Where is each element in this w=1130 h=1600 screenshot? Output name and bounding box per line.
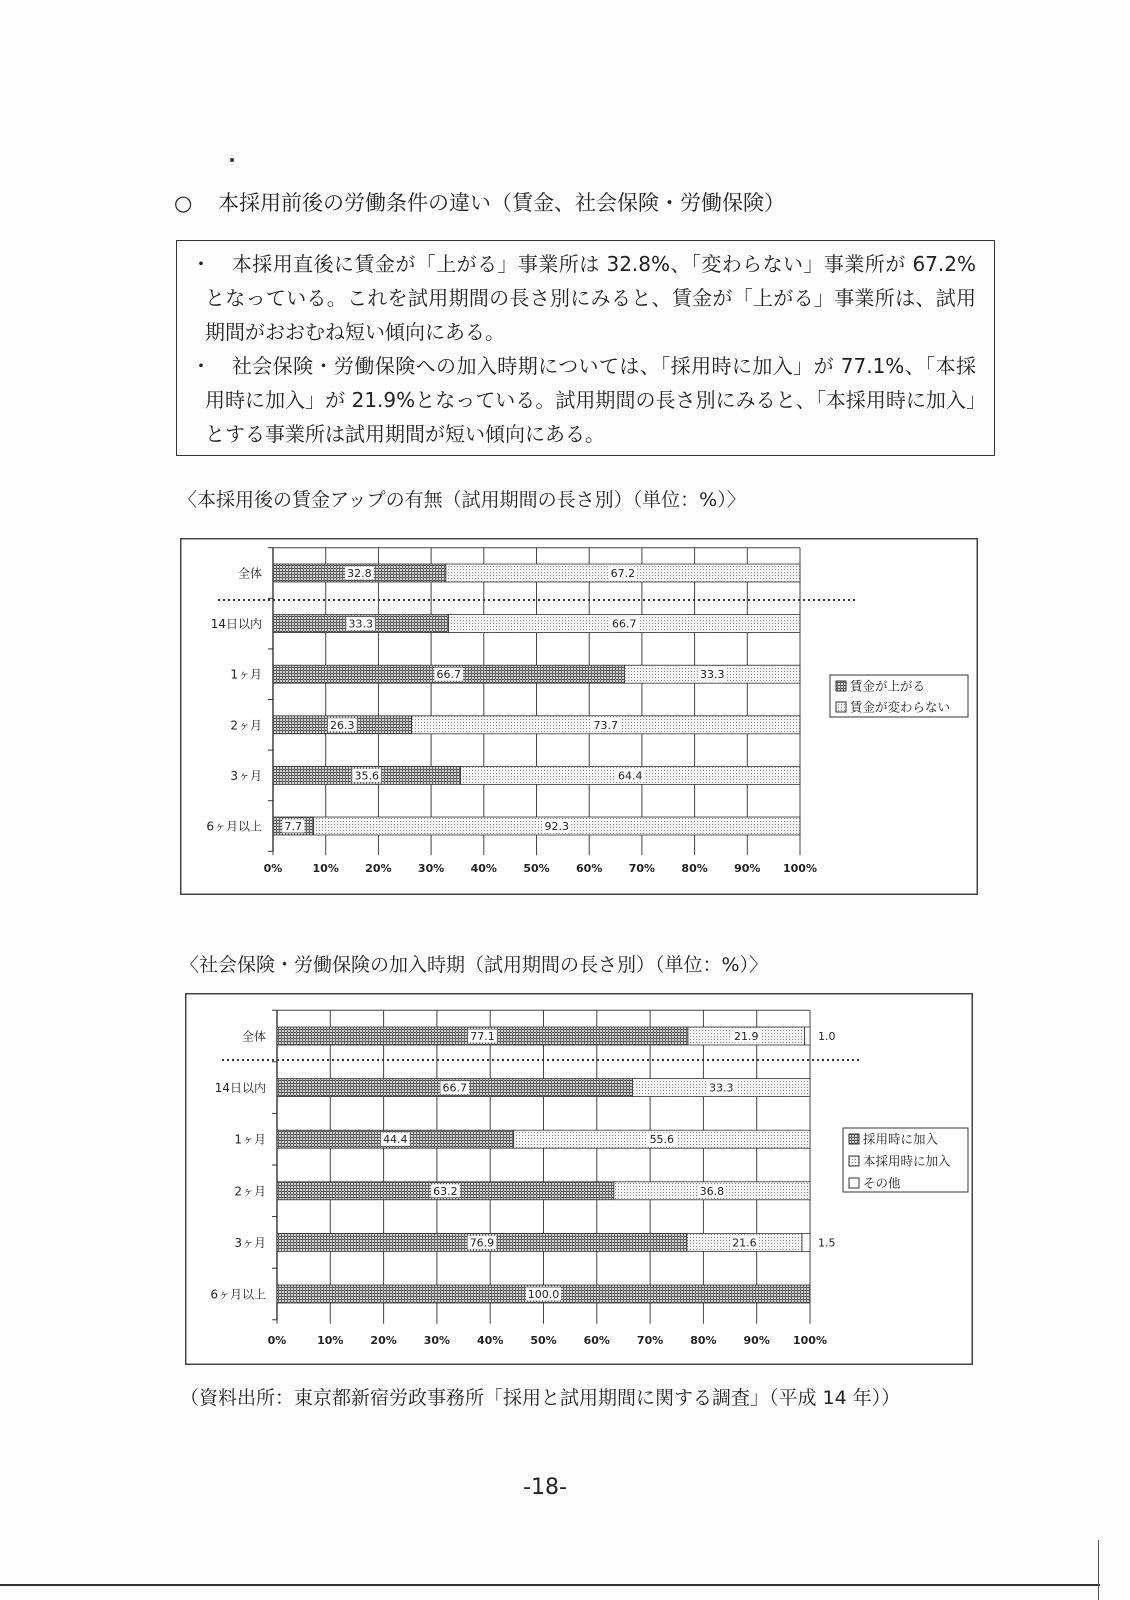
data-label-wage-unchanged: 67.2	[610, 567, 636, 580]
x-tick-label: 90%	[743, 1334, 770, 1347]
legend-label-wage-up: 賃金が上がる	[850, 678, 926, 694]
data-label-wage-unchanged: 64.4	[618, 769, 643, 783]
insurance-enrollment-chart	[185, 993, 973, 1365]
data-label-enrolled-at-hiring: 66.7	[442, 1081, 468, 1095]
data-label-other: 1.5	[818, 1236, 836, 1250]
x-tick-label: 10%	[317, 1334, 344, 1347]
category-label: 1ヶ月	[230, 667, 262, 682]
x-tick-label: 80%	[681, 862, 708, 875]
data-label-enrolled-at-regular-hire: 33.3	[709, 1081, 734, 1095]
scan-edge-line	[1098, 1540, 1099, 1600]
x-tick-label: 50%	[523, 862, 550, 875]
category-label: 全体	[241, 1029, 266, 1044]
data-label-wage-up: 7.7	[284, 820, 303, 833]
legend-swatch-enrolled-at-hiring	[849, 1134, 859, 1144]
category-label: 2ヶ月	[230, 718, 262, 733]
data-label-wage-unchanged: 73.7	[593, 718, 619, 732]
category-label: 6ヶ月以上	[206, 819, 262, 834]
legend-label-enrolled-at-regular-hire: 本採用時に加入	[863, 1153, 951, 1169]
category-label: 1ヶ月	[234, 1132, 266, 1147]
legend-swatch-enrolled-at-regular-hire	[849, 1156, 859, 1166]
chart-title-wage: 〈本採用後の賃金アップの有無（試用期間の長さ別）（単位：%）〉	[178, 489, 746, 511]
x-tick-label: 100%	[793, 1334, 827, 1347]
data-label-enrolled-at-hiring: 63.2	[433, 1184, 458, 1198]
x-tick-label: 90%	[734, 862, 761, 875]
legend-swatch-other	[849, 1178, 859, 1188]
x-tick-label: 20%	[365, 862, 392, 875]
x-tick-label: 40%	[477, 1334, 504, 1347]
data-label-enrolled-at-regular-hire: 21.6	[732, 1236, 757, 1250]
data-label-enrolled-at-regular-hire: 21.9	[734, 1030, 759, 1043]
data-label-wage-up: 32.8	[347, 567, 372, 580]
legend-label-other: その他	[863, 1175, 901, 1191]
data-label-wage-up: 26.3	[330, 718, 355, 732]
data-label-wage-up: 66.7	[436, 668, 462, 682]
page-number: -18-	[523, 1475, 567, 1500]
x-tick-label: 40%	[470, 862, 497, 875]
data-label-wage-up: 35.6	[354, 769, 380, 783]
data-label-wage-unchanged: 66.7	[611, 617, 637, 631]
circle-marker-icon: ○	[174, 191, 193, 215]
data-label-wage-unchanged: 33.3	[700, 668, 725, 682]
category-label: 3ヶ月	[230, 768, 262, 783]
data-label-other: 1.0	[818, 1030, 836, 1043]
data-label-wage-up: 33.3	[348, 617, 373, 631]
scan-dot	[230, 158, 234, 162]
x-tick-label: 70%	[628, 862, 656, 875]
legend-swatch-wage-unchanged	[836, 702, 846, 712]
source-note: （資料出所：東京都新宿労政事務所「採用と試用期間に関する調査」（平成 14 年））	[180, 1387, 901, 1409]
x-tick-label: 60%	[583, 1334, 610, 1347]
wage-increase-chart	[180, 538, 978, 895]
heading-text: 本採用前後の労働条件の違い（賃金、社会保険・労働保険）	[218, 191, 785, 215]
summary-point-wage: ・ 本採用直後に賃金が「上がる」事業所は 32.8%、「変わらない」事業所が 67.2%となっている。これを試用期間の長さ別にみると、賃金が「上がる」事業所は、試用期間がおおむね短い傾向にある。	[191, 252, 976, 344]
x-tick-label: 20%	[370, 1334, 397, 1347]
category-label: 6ヶ月以上	[210, 1287, 266, 1302]
data-label-enrolled-at-hiring: 100.0	[527, 1288, 560, 1301]
summary-point-insurance: ・ 社会保険・労働保険への加入時期については、「採用時に加入」が 77.1%、「本採用時に加入」が 21.9%となっている。試用期間の長さ別にみると、「本採用時に加入」とする事業所は試用期間が短い傾向にある。	[191, 354, 976, 446]
chart-legend	[843, 1128, 968, 1192]
chart-title-insurance: 〈社会保険・労働保険の加入時期（試用期間の長さ別）（単位：%）〉	[180, 954, 769, 976]
data-label-enrolled-at-hiring: 44.4	[383, 1133, 408, 1147]
category-label: 14日以内	[210, 617, 262, 632]
category-label: 14日以内	[214, 1081, 266, 1096]
bar-other	[805, 1027, 810, 1045]
category-label: 全体	[237, 566, 262, 581]
category-label: 2ヶ月	[234, 1184, 266, 1199]
x-tick-label: 60%	[576, 862, 603, 875]
data-label-enrolled-at-hiring: 77.1	[470, 1030, 495, 1043]
x-tick-label: 70%	[636, 1334, 664, 1347]
legend-swatch-wage-up	[836, 681, 846, 691]
chart-legend	[830, 675, 968, 717]
data-label-enrolled-at-regular-hire: 36.8	[699, 1184, 725, 1198]
x-tick-label: 30%	[423, 1334, 451, 1347]
bar-other	[802, 1233, 810, 1251]
category-label: 3ヶ月	[234, 1235, 266, 1250]
section-heading	[174, 190, 785, 216]
summary-box	[176, 240, 995, 456]
data-label-wage-unchanged: 92.3	[544, 820, 570, 833]
data-label-enrolled-at-regular-hire: 55.6	[649, 1133, 675, 1147]
legend-label-wage-unchanged: 賃金が変わらない	[850, 699, 951, 715]
bottom-rule	[0, 1584, 1100, 1586]
legend-label-enrolled-at-hiring: 採用時に加入	[863, 1131, 939, 1147]
x-tick-label: 0%	[263, 862, 283, 875]
x-tick-label: 80%	[690, 1334, 717, 1347]
x-tick-label: 30%	[417, 862, 445, 875]
x-tick-label: 50%	[530, 1334, 557, 1347]
x-tick-label: 100%	[783, 862, 817, 875]
data-label-enrolled-at-hiring: 76.9	[469, 1236, 495, 1250]
x-tick-label: 10%	[312, 862, 339, 875]
x-tick-label: 0%	[267, 1334, 287, 1347]
